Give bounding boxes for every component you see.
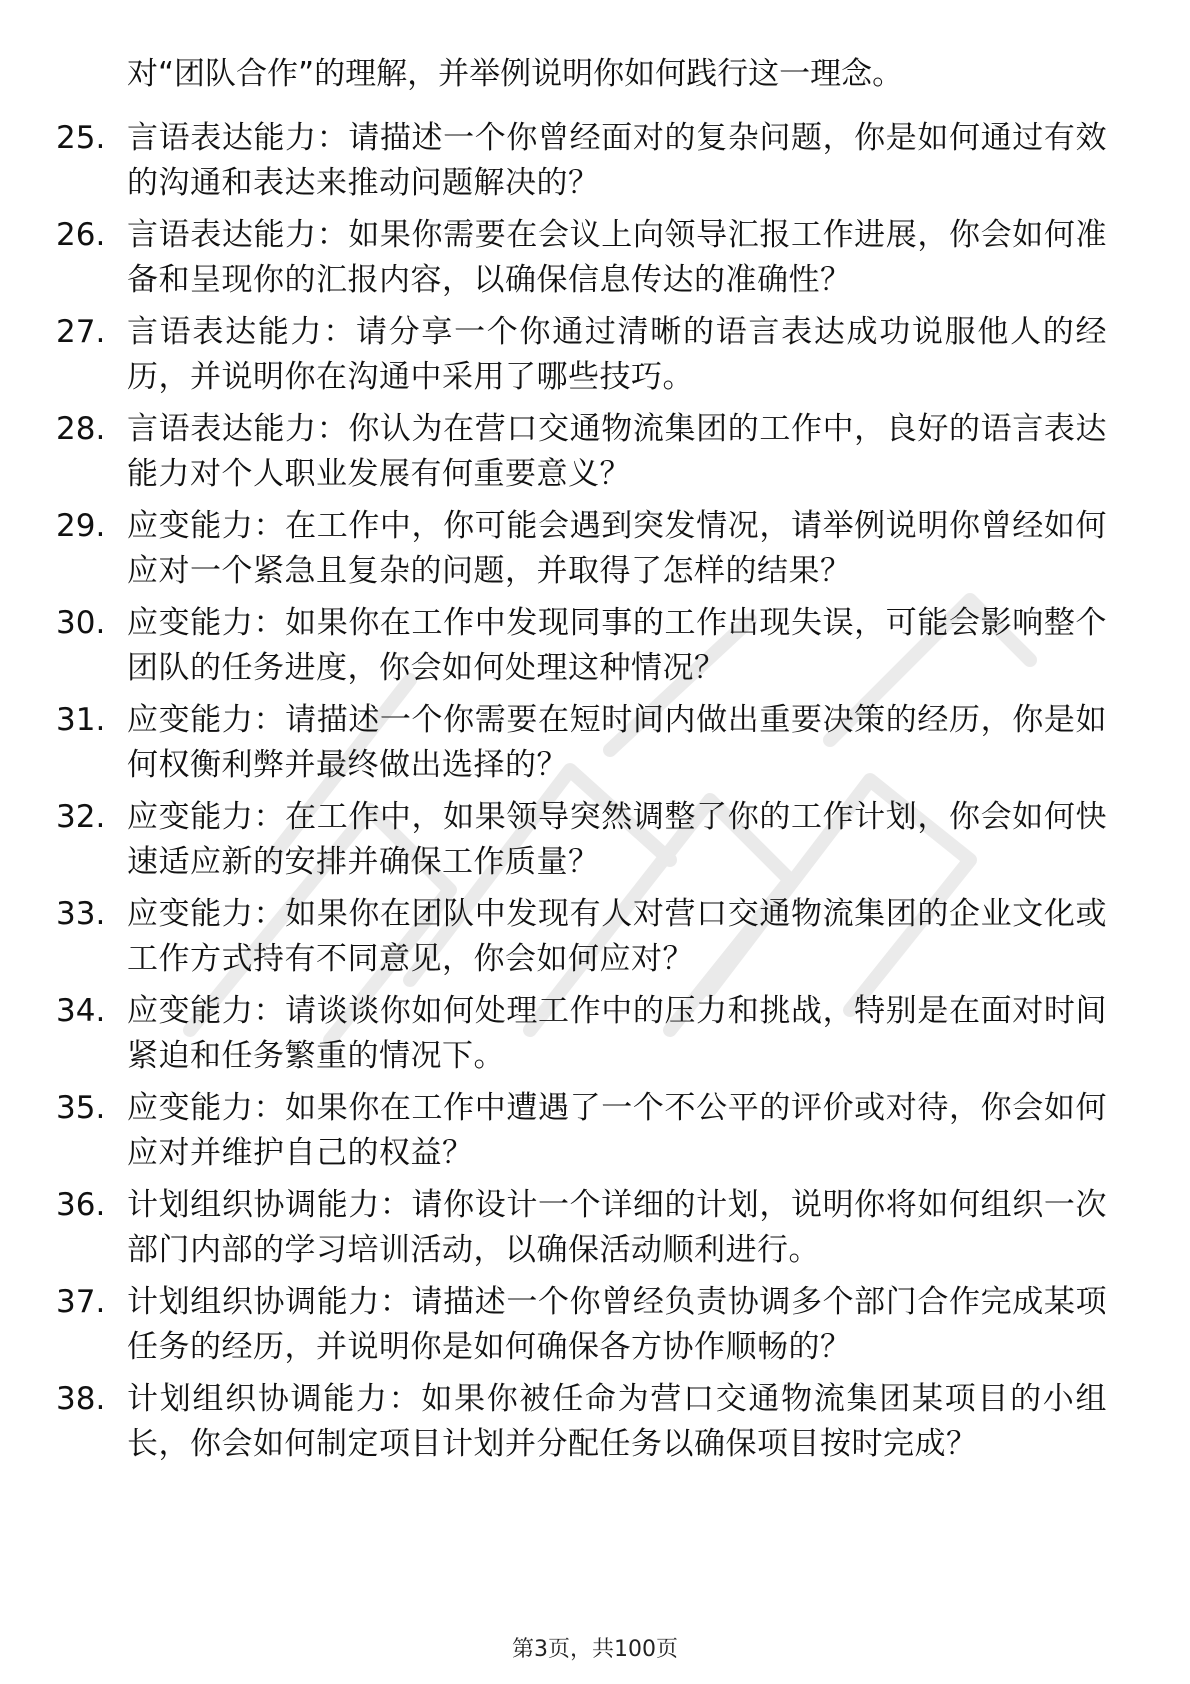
question-number: 27. bbox=[56, 314, 106, 350]
question-number: 36. bbox=[56, 1187, 106, 1223]
question-number: 37. bbox=[56, 1284, 106, 1320]
question-text: 言语表达能力：如果你需要在会议上向领导汇报工作进展，你会如何准备和呈现你的汇报内容，以确保信息传达的准确性？ bbox=[127, 217, 1107, 298]
question-text: 计划组织协调能力：请你设计一个详细的计划，说明你将如何组织一次部门内部的学习培训活动，以确保活动顺利进行。 bbox=[127, 1187, 1107, 1268]
question-item bbox=[0, 989, 1190, 1079]
question-text: 应变能力：如果你在团队中发现有人对营口交通物流集团的企业文化或工作方式持有不同意见，你会如何应对？ bbox=[127, 896, 1107, 977]
question-text: 言语表达能力：请描述一个你曾经面对的复杂问题，你是如何通过有效的沟通和表达来推动问题解决的？ bbox=[127, 120, 1107, 201]
question-number: 26. bbox=[56, 217, 106, 253]
question-number: 30. bbox=[56, 605, 106, 641]
question-item bbox=[0, 1377, 1190, 1467]
question-text: 应变能力：请谈谈你如何处理工作中的压力和挑战，特别是在面对时间紧迫和任务繁重的情况下。 bbox=[127, 993, 1107, 1074]
question-list bbox=[0, 116, 1190, 1474]
question-item bbox=[0, 213, 1190, 303]
question-item bbox=[0, 1086, 1190, 1176]
page-number-footer: 第3页，共100页 bbox=[512, 1637, 678, 1662]
question-number: 32. bbox=[56, 799, 106, 835]
question-text: 计划组织协调能力：请描述一个你曾经负责协调多个部门合作完成某项任务的经历，并说明你是如何确保各方协作顺畅的？ bbox=[127, 1284, 1107, 1365]
question-number: 29. bbox=[56, 508, 106, 544]
continued-question-text: 对“团队合作”的理解，并举例说明你如何践行这一理念。 bbox=[127, 56, 904, 92]
question-text: 计划组织协调能力：如果你被任命为营口交通物流集团某项目的小组长，你会如何制定项目计划并分配任务以确保项目按时完成？ bbox=[127, 1381, 1107, 1462]
question-item bbox=[0, 698, 1190, 788]
question-number: 31. bbox=[56, 702, 106, 738]
question-text: 言语表达能力：请分享一个你通过清晰的语言表达成功说服他人的经历，并说明你在沟通中采用了哪些技巧。 bbox=[127, 314, 1107, 395]
question-text: 应变能力：请描述一个你需要在短时间内做出重要决策的经历，你是如何权衡利弊并最终做出选择的？ bbox=[127, 702, 1107, 783]
question-item bbox=[0, 1280, 1190, 1370]
question-number: 33. bbox=[56, 896, 106, 932]
question-number: 25. bbox=[56, 120, 106, 156]
question-text: 应变能力：在工作中，你可能会遇到突发情况，请举例说明你曾经如何应对一个紧急且复杂的问题，并取得了怎样的结果？ bbox=[127, 508, 1107, 589]
question-item bbox=[0, 310, 1190, 400]
question-number: 35. bbox=[56, 1090, 106, 1126]
question-number: 34. bbox=[56, 993, 106, 1029]
question-text: 应变能力：在工作中，如果领导突然调整了你的工作计划，你会如何快速适应新的安排并确保工作质量？ bbox=[127, 799, 1107, 880]
question-item bbox=[0, 1183, 1190, 1273]
question-number: 38. bbox=[56, 1381, 106, 1417]
question-item bbox=[0, 407, 1190, 497]
question-text: 言语表达能力：你认为在营口交通物流集团的工作中，良好的语言表达能力对个人职业发展有何重要意义？ bbox=[127, 411, 1107, 492]
question-item bbox=[0, 795, 1190, 885]
question-item bbox=[0, 892, 1190, 982]
question-text: 应变能力：如果你在工作中发现同事的工作出现失误，可能会影响整个团队的任务进度，你会如何处理这种情况？ bbox=[127, 605, 1107, 686]
question-item bbox=[0, 601, 1190, 691]
question-number: 28. bbox=[56, 411, 106, 447]
question-item bbox=[0, 504, 1190, 594]
question-item bbox=[0, 116, 1190, 206]
question-text: 应变能力：如果你在工作中遭遇了一个不公平的评价或对待，你会如何应对并维护自己的权益？ bbox=[127, 1090, 1107, 1171]
